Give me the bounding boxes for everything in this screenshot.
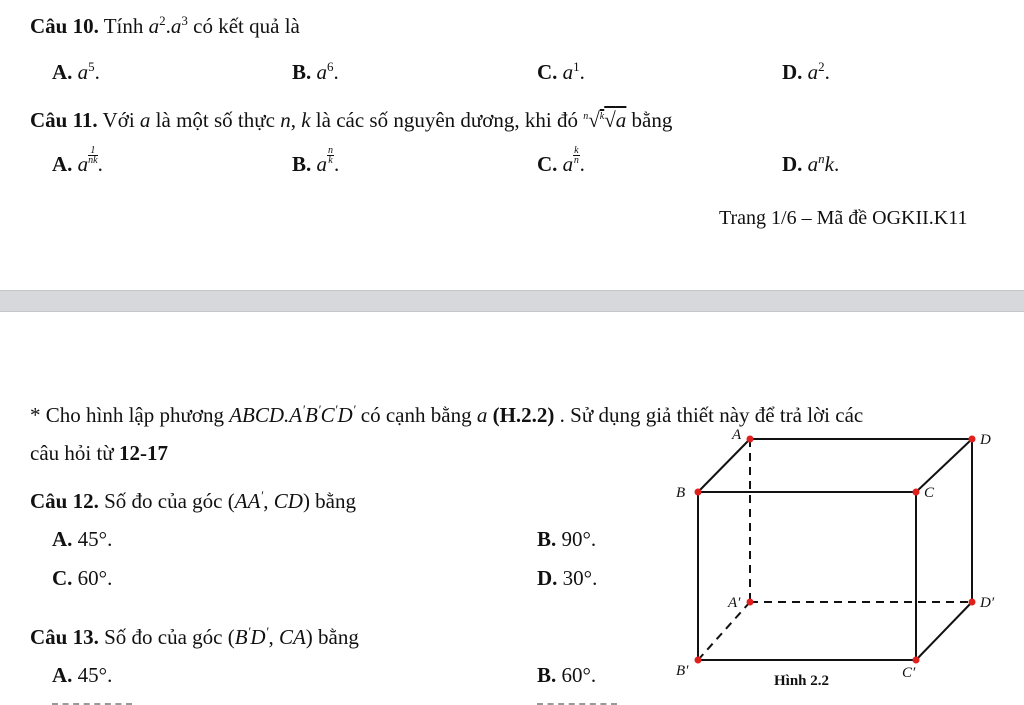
point-C [913, 489, 920, 496]
label-D: D [980, 432, 991, 448]
point-D1 [969, 599, 976, 606]
q12-option-d[interactable]: D. 30°. [537, 566, 598, 590]
question-12: Câu 12. Số đo của góc (AA′, CD) bằng [30, 488, 357, 513]
point-A1 [747, 599, 754, 606]
point-C1 [913, 657, 920, 664]
q12-option-a[interactable]: A. 45°. [52, 527, 113, 551]
q11-option-c[interactable]: C. a $\frac{k}{n}$ . [537, 145, 585, 176]
question-label: Câu 13. [30, 625, 99, 649]
q11-option-a[interactable]: A. a $\frac{1}{nk}$ . [52, 145, 103, 176]
edge-A1B1 [698, 602, 750, 660]
nested-root-expression: $^n$√$^k$√a [583, 108, 627, 132]
intro-text-line2: câu hỏi từ 12-17 [30, 441, 168, 465]
q12-option-c[interactable]: C. 60°. [52, 566, 113, 590]
q10-option-a[interactable]: A. $a^5$. [52, 59, 100, 84]
point-B [695, 489, 702, 496]
label-A1: A′ [728, 595, 741, 611]
figure-caption: Hình 2.2 [774, 673, 830, 689]
cut-off-text [537, 699, 617, 705]
q12-option-b[interactable]: B. 90°. [537, 527, 597, 551]
q13-option-b[interactable]: B. 60°. [537, 663, 597, 687]
label-C1: C′ [902, 665, 916, 681]
label-C: C [924, 485, 935, 501]
point-D [969, 436, 976, 443]
question-label: Câu 10. [30, 14, 99, 38]
question-label: Câu 12. [30, 489, 99, 513]
page-bottom [0, 312, 1024, 705]
q13-option-a[interactable]: A. 45°. [52, 663, 113, 687]
point-A [747, 436, 754, 443]
q10-option-d[interactable]: D. $a^2$. [782, 59, 830, 84]
point-B1 [695, 657, 702, 664]
front-face [698, 492, 916, 660]
label-D1: D′ [980, 595, 995, 611]
q10-option-b[interactable]: B. $a^6$. [292, 59, 339, 84]
q10-option-c[interactable]: C. $a^1$. [537, 59, 585, 84]
q11-option-b[interactable]: B. a $\frac{n}{k}$ . [292, 145, 340, 176]
cube-figure [670, 427, 1024, 705]
question-label: Câu 11. [30, 108, 98, 132]
question-10: Câu 10. Tính $a^2.a^3$ có kết quả là [30, 13, 300, 38]
label-B1: B′ [676, 663, 689, 679]
intro-text: * Cho hình lập phương ABCD.A′B′C′D′ có cạnh bằng a (H.2.2) . Sử dụng giả thiết này để trả lời các [30, 402, 864, 427]
edge-BA [698, 439, 750, 492]
question-13: Câu 13. Số đo của góc (B′D′, CA) bằng [30, 624, 359, 649]
cut-off-text [52, 699, 132, 705]
edge-C1D1 [916, 602, 972, 660]
page-footer: Trang 1/6 – Mã đề OGKII.K11 [719, 207, 968, 229]
page-separator [0, 290, 1024, 312]
question-11: Câu 11. Với a là một số thực n, k là các số nguyên dương, khi đó $^n$√$^k$√a bằng [30, 108, 673, 132]
label-B: B [676, 485, 686, 501]
label-A: A [732, 427, 742, 443]
q11-option-d[interactable]: D. $a^nk$. [782, 151, 840, 176]
page-top [0, 0, 1024, 290]
